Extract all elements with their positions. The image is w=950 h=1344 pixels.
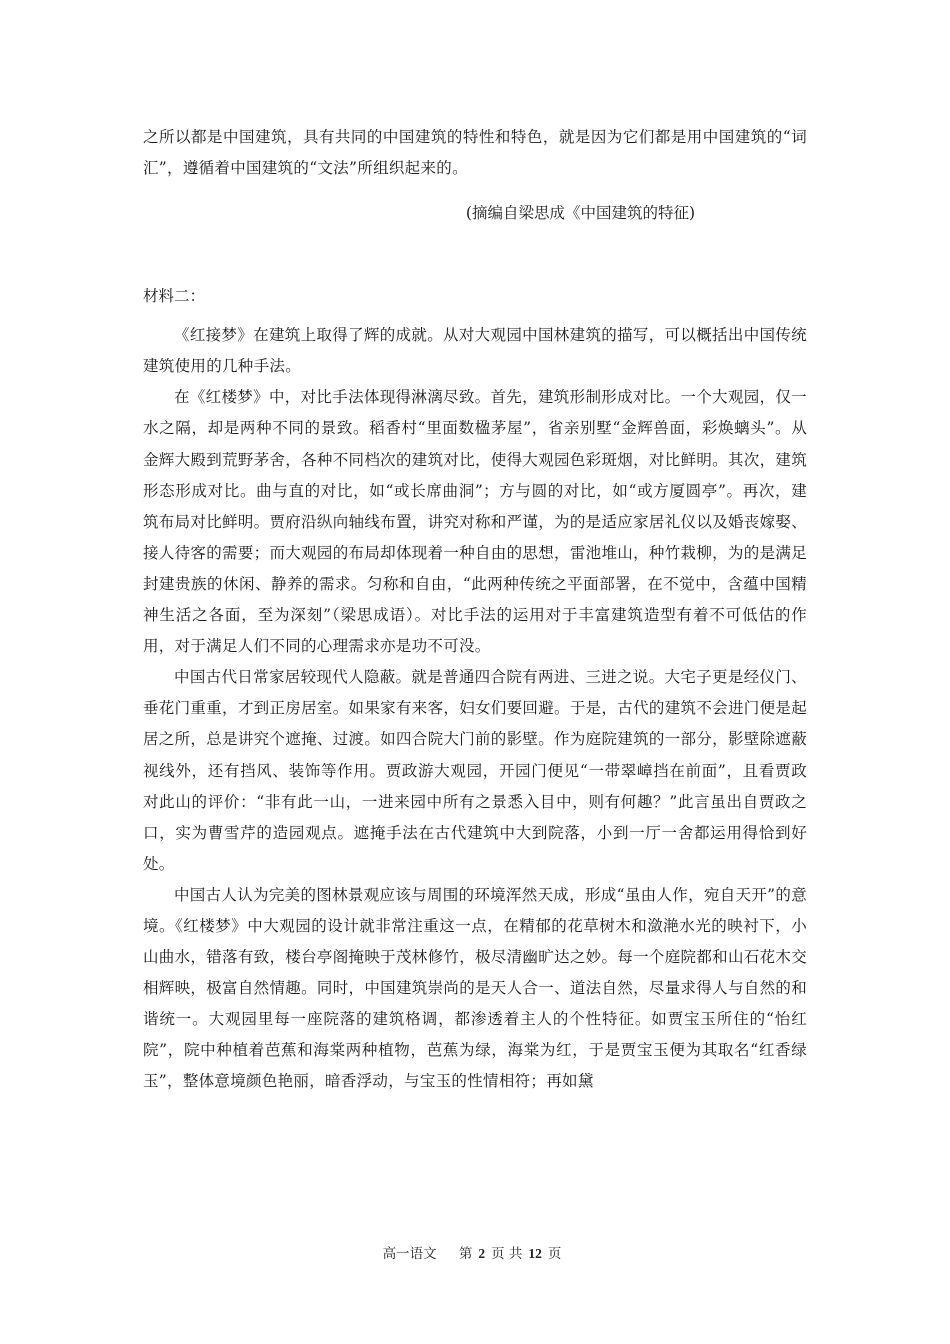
page-footer	[0, 1244, 950, 1264]
material-2-paragraph-1: 《红接梦》在建筑上取得了辉的成就。从对大观园中国林建筑的描写，可以概括出中国传统建筑使用的几种手法。	[143, 326, 807, 376]
source-citation: (摘编自梁思成《中国建筑的特征)	[465, 204, 695, 223]
material-2-paragraph-4: 中国古人认为完美的图林景观应该与周围的环境浑然天成，形成“虽由人作，宛自天开”的意境。《红楼梦》中大观园的设计就非常注重这一点，在精郁的花草树木和潋滟水光的映衬下，小山曲水，错落有致，楼台亭阁掩映于茂林修竹，极尽清幽旷达之妙。每一个庭院都和山石花木交相辉映，极富自然情趣。同时，中国建筑崇尚的是天人合一、道法自然，尽量求得人与自然的和谐统一。大观园里每一座院落的建筑格调，都渗透着主人的个性特征。如贾宝玉所住的“怡红院”，院中种植着芭蕉和海棠两种植物，芭蕉为绿，海棠为红，于是贾宝玉便为其取名“红香绿玉”，整体意境颜色艳丽，暗香浮动，与宝玉的性情相符；再如黛	[143, 885, 807, 1091]
material-2-paragraph-2: 在《红楼梦》中，对比手法体现得淋漓尽致。首先，建筑形制形成对比。一个大观园，仅一水之隔，却是两种不同的景致。稻香村“里面数楹茅屋”，省亲别墅“金辉兽面，彩焕螭头”。从金辉大殿到荒野茅舍，各种不同档次的建筑对比，使得大观园色彩斑烟，对比鲜明。其次，建筑形态形成对比。曲与直的对比，如“或长席曲洞”；方与圆的对比，如“或方厦圆亭”。再次，建筑布局对比鲜明。贾府沿纵向轴线布置，讲究对称和严谨，为的是适应家居礼仪以及婚丧嫁娶、接人待客的需要；而大观园的布局却体现着一种自由的思想，雷池堆山，种竹栽柳，为的是满足封建贵族的休闲、静养的需求。匀称和自由，“此两种传统之平面部署，在不觉中，含蕴中国精神生活之各面，至为深刻”（梁思成语）。对比手法的运用对于丰富建筑造型有着不可低估的作用，对于满足人们不同的心理需求亦是功不可没。	[143, 388, 807, 656]
intro-paragraph: 之所以都是中国建筑，具有共同的中国建筑的特性和特色，就是因为它们都是用中国建筑的“词汇”，遵循着中国建筑的“文法”所组织起来的。	[143, 128, 807, 178]
material-2-paragraph-3: 中国古代日常家居较现代人隐蔽。就是普通四合院有两进、三进之说。大宅子更是经仪门、垂花门重重，才到正房居室。如果家有来客，妇女们要回避。于是，古代的建筑不会进门便是起居之所，总是讲究个遮掩、过渡。如四合院大门前的影壁。作为庭院建筑的一部分，影壁除遮蔽视线外，还有挡风、装饰等作用。贾政游大观园，开园门便见“一带翠嶂挡在前面”，且看贾政对此山的评价：“非有此一山，一进来园中所有之景悉入目中，则有何趣？”此言虽出自贾政之口，实为曹雪芹的造园观点。遮掩手法在古代建筑中大到院落，小到一厅一舍都运用得恰到好处。	[143, 668, 807, 873]
footer-subject: 高一语文	[382, 1246, 437, 1262]
footer-page-indicator	[453, 1246, 568, 1262]
footer-page-middle: 页 共	[491, 1246, 523, 1262]
material-2-label: 材料二：	[143, 287, 206, 306]
footer-page-suffix: 页	[547, 1246, 562, 1262]
footer-page-number: 2	[478, 1246, 486, 1261]
page-content	[143, 122, 807, 1098]
footer-page-total: 12	[528, 1246, 542, 1261]
footer-page-prefix: 第	[458, 1246, 473, 1262]
